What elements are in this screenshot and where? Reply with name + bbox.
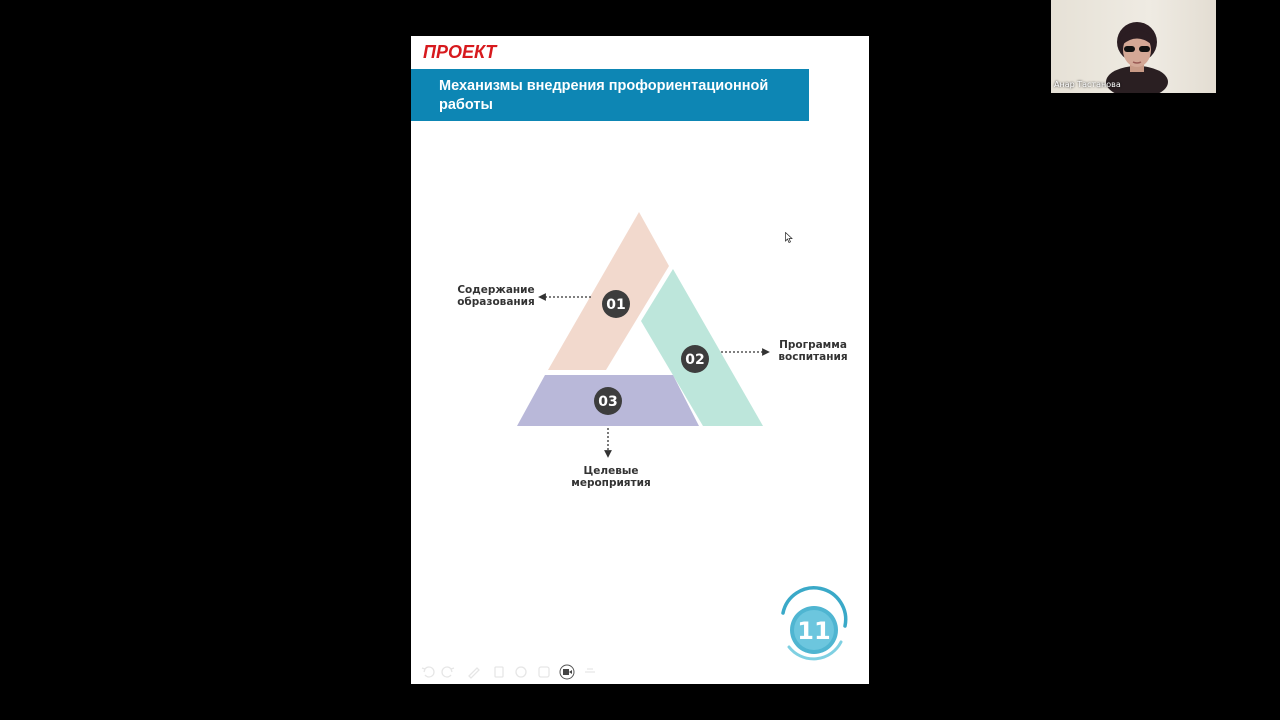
segment-01	[548, 212, 669, 370]
participant-name: Анар Тастанова	[1054, 80, 1121, 89]
label-01	[451, 284, 541, 308]
participant-video[interactable]	[1051, 0, 1216, 93]
slide-title: Механизмы внедрения профориентационной работы	[439, 78, 769, 113]
redo-icon[interactable]	[442, 667, 454, 677]
label-01-line1: Содержание	[457, 284, 535, 296]
label-03-line2: мероприятия	[571, 477, 651, 489]
badge-01-number: 01	[606, 297, 626, 313]
page-number-logo	[783, 588, 846, 659]
badge-03	[594, 387, 622, 415]
presenter-toolbar	[419, 662, 599, 682]
page-number: 11	[797, 617, 831, 645]
label-02-line1: Программа	[779, 339, 847, 351]
pen-icon[interactable]	[469, 668, 479, 678]
label-03	[561, 465, 661, 489]
mouse-cursor-icon	[785, 232, 793, 243]
badge-03-number: 03	[598, 394, 618, 410]
eraser-icon[interactable]	[516, 667, 526, 677]
more-icon[interactable]	[585, 669, 595, 672]
laser-icon[interactable]	[539, 667, 549, 677]
badge-01	[602, 290, 630, 318]
badge-02	[681, 345, 709, 373]
label-02-line2: воспитания	[778, 351, 848, 363]
label-03-line1: Целевые	[583, 465, 639, 477]
camera-icon[interactable]	[560, 665, 574, 679]
project-tag: ПРОЕКТ	[423, 42, 497, 62]
presentation-slide	[411, 36, 869, 684]
undo-icon[interactable]	[422, 667, 434, 677]
label-02	[768, 339, 858, 363]
highlighter-icon[interactable]	[495, 667, 503, 677]
label-01-line2: образования	[457, 296, 535, 308]
badge-02-number: 02	[685, 352, 705, 368]
